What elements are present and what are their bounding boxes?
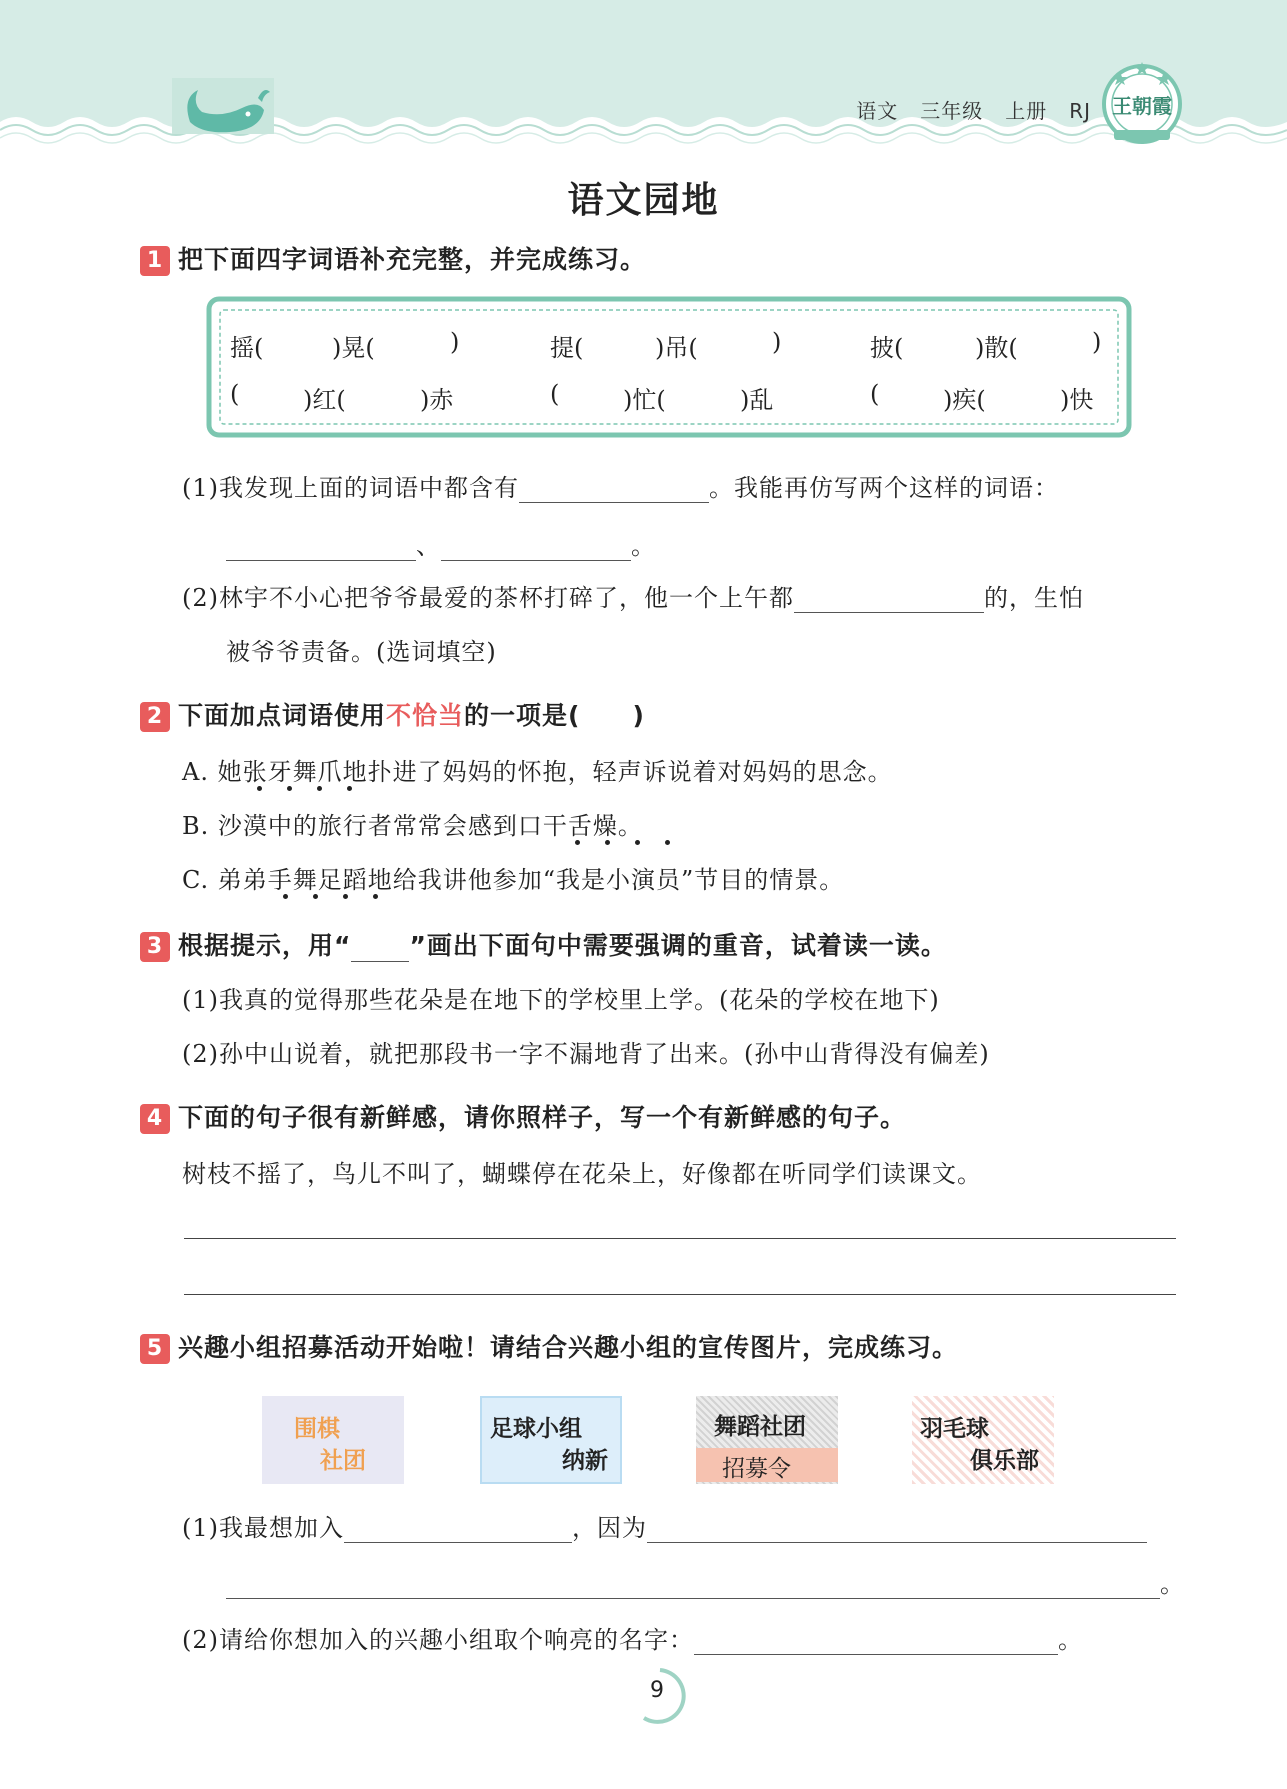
- word-blank-12: )赤: [420, 386, 454, 414]
- writing-line[interactable]: [184, 1238, 1176, 1239]
- writing-line[interactable]: [184, 1294, 1176, 1295]
- question-4-heading: [140, 1098, 906, 1134]
- emphasis-dot: [317, 786, 322, 791]
- brand-logo: [1100, 58, 1184, 150]
- q1-sub2-text-b: 的，生怕: [984, 584, 1084, 612]
- answer-blank[interactable]: [344, 1516, 572, 1543]
- header-grade: 三年级: [920, 99, 984, 123]
- question-number: 2: [140, 702, 170, 732]
- q3-sentence-2: (2)孙中山说着，就把那段书一字不漏地背了出来。(孙中山背得没有偏差): [182, 1040, 990, 1068]
- q5-sub1: [182, 1508, 1147, 1543]
- emphasis-dot: [257, 786, 262, 791]
- question-number: 1: [140, 246, 170, 276]
- q1-sub1-sep: 、: [416, 532, 441, 560]
- word-blank-17: )疾(: [943, 386, 986, 414]
- card-subtitle: 纳新: [562, 1448, 608, 1474]
- word-blank-10: (: [230, 380, 240, 408]
- word-blank-6: ): [772, 328, 782, 356]
- q3-sentence-1: (1)我真的觉得那些花朵是在地下的学校里上学。(花朵的学校在地下): [182, 986, 940, 1014]
- emphasis-dot: [283, 894, 288, 899]
- header-meta: [834, 95, 1091, 124]
- card-title: 围棋: [294, 1416, 340, 1442]
- emphasis-dot: [287, 786, 292, 791]
- question-text-b: ”画出下面句中需要强调的重音，试着读一读。: [409, 931, 947, 960]
- card-badminton-club: [912, 1396, 1054, 1484]
- card-title: 舞蹈社团: [714, 1414, 806, 1440]
- word-blank-5: )吊(: [655, 334, 698, 362]
- word-blank-14: )忙(: [623, 386, 666, 414]
- question-1-heading: [140, 240, 646, 276]
- answer-blank[interactable]: [694, 1628, 1058, 1655]
- card-go-club: [262, 1396, 404, 1484]
- q5-sub1-end: 。: [1160, 1570, 1185, 1598]
- page-number: 9: [650, 1678, 664, 1703]
- word-blank-4: 提(: [550, 334, 584, 362]
- question-text-a: 根据提示，用“: [178, 931, 352, 960]
- word-blank-8: )散(: [975, 334, 1018, 362]
- answer-blank[interactable]: [794, 586, 984, 613]
- answer-blank[interactable]: [441, 534, 631, 561]
- header-subject: 语文: [856, 99, 899, 123]
- question-3-heading: [140, 926, 947, 962]
- emphasis-dot: [347, 786, 352, 791]
- q5-sub2: [182, 1620, 1083, 1655]
- whale-icon: [172, 78, 274, 134]
- option-c[interactable]: C. 弟弟手舞足蹈地给我讲他参加“我是小演员”节目的情景。: [182, 866, 845, 894]
- emphasis-dot: [575, 840, 580, 845]
- question-text: 兴趣小组招募活动开始啦！请结合兴趣小组的宣传图片，完成练习。: [178, 1333, 959, 1362]
- card-subtitle: 招募令: [722, 1456, 791, 1482]
- q5-sub2-text: (2)请给你想加入的兴趣小组取个响亮的名字：: [182, 1626, 694, 1654]
- question-5-heading: [140, 1328, 958, 1364]
- q5-sub1-line2: [226, 1564, 1185, 1599]
- answer-blank[interactable]: [647, 1516, 1147, 1543]
- emphasis-dot: [605, 840, 610, 845]
- question-number: 5: [140, 1334, 170, 1364]
- q1-sub1-end: 。: [631, 532, 656, 560]
- emphasis-dot: [343, 894, 348, 899]
- page-title: 语文园地: [567, 180, 720, 221]
- card-subtitle: 社团: [320, 1448, 366, 1474]
- word-blank-2: )晃(: [332, 334, 375, 362]
- word-blank-9: ): [1092, 328, 1102, 356]
- question-text: 下面的句子很有新鲜感，请你照样子，写一个有新鲜感的句子。: [178, 1103, 907, 1132]
- header-volume: 上册: [1005, 99, 1048, 123]
- card-football-group: [480, 1396, 622, 1484]
- q4-example: 树枝不摇了，鸟儿不叫了，蝴蝶停在花朵上，好像都在听同学们读课文。: [182, 1160, 982, 1188]
- question-number: 4: [140, 1104, 170, 1134]
- word-blank-16: (: [870, 380, 880, 408]
- answer-blank[interactable]: [519, 476, 709, 503]
- option-a[interactable]: A. 她张牙舞爪地扑进了妈妈的怀抱，轻声诉说着对妈妈的思念。: [182, 758, 893, 786]
- word-frame: [206, 296, 1132, 438]
- q5-sub2-end: 。: [1058, 1626, 1083, 1654]
- answer-blank[interactable]: [226, 1572, 1160, 1599]
- q1-sub1-text-b: 。我能再仿写两个这样的词语：: [709, 474, 1059, 502]
- card-title: 足球小组: [490, 1416, 582, 1442]
- word-blank-15: )乱: [740, 386, 774, 414]
- question-text-a: 下面加点词语使用: [178, 701, 387, 730]
- q1-sub1-text-a: (1)我发现上面的词语中都含有: [182, 474, 519, 502]
- emphasis-dot: [635, 840, 640, 845]
- word-blank-13: (: [550, 380, 560, 408]
- word-blank-1: 摇(: [230, 334, 264, 362]
- question-emphasis: 不恰当: [386, 701, 465, 730]
- q1-sub1: [182, 468, 1059, 503]
- word-blank-11: )红(: [303, 386, 346, 414]
- word-blank-18: )快: [1060, 386, 1094, 414]
- brand-logo-text: 王朝霞: [1112, 94, 1172, 118]
- word-blank-7: 披(: [870, 334, 904, 362]
- emphasis-dot: [373, 894, 378, 899]
- q5-sub1-text-a: (1)我最想加入: [182, 1514, 344, 1542]
- card-dance-club: [696, 1396, 838, 1484]
- header-edition: RJ: [1069, 99, 1091, 123]
- question-2-heading: [140, 696, 645, 732]
- card-subtitle: 俱乐部: [970, 1448, 1039, 1474]
- answer-blank[interactable]: [226, 534, 416, 561]
- emphasis-dot: [313, 894, 318, 899]
- q1-sub2-line2: 被爷爷责备。(选词填空): [226, 638, 497, 666]
- underline-sample: [351, 939, 409, 962]
- q1-sub1-line2: [226, 526, 656, 561]
- emphasis-dot: [665, 840, 670, 845]
- q5-sub1-text-b: ，因为: [572, 1514, 647, 1542]
- q1-sub2-text-a: (2)林宇不小心把爷爷最爱的茶杯打碎了，他一个上午都: [182, 584, 794, 612]
- question-text-b: 的一项是( ): [464, 701, 645, 730]
- question-text: 把下面四字词语补充完整，并完成练习。: [178, 245, 647, 274]
- question-number: 3: [140, 932, 170, 962]
- word-blank-3: ): [450, 328, 460, 356]
- q1-sub2: [182, 578, 1084, 613]
- option-b[interactable]: B. 沙漠中的旅行者常常会感到口干舌燥。: [182, 812, 643, 840]
- card-title: 羽毛球: [920, 1416, 989, 1442]
